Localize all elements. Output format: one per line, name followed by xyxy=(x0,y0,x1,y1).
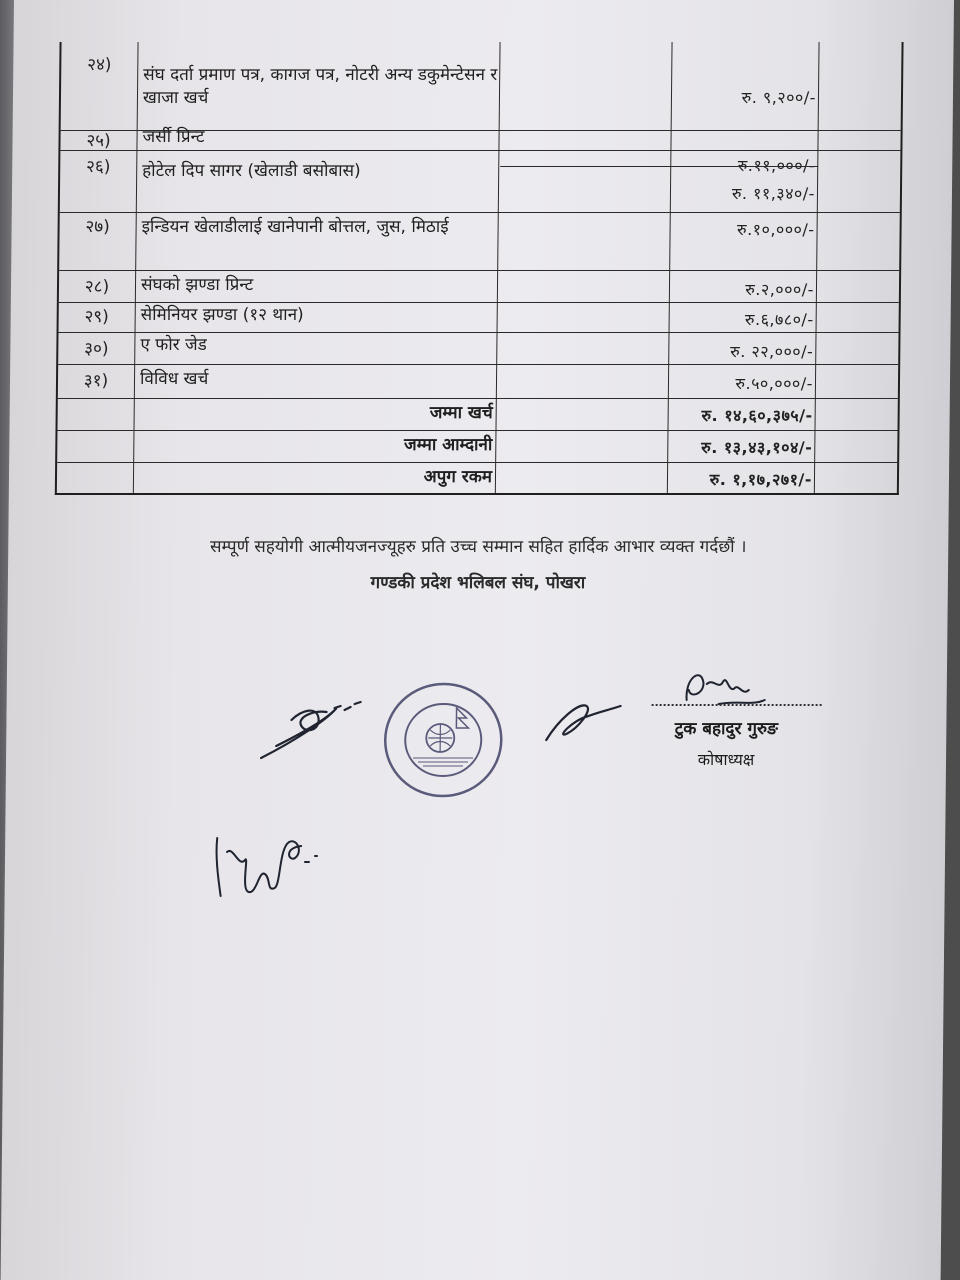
row-amount: रु.११,०००/- xyxy=(737,156,816,175)
row-description: होटेल दिप सागर (खेलाडी बसोबास) xyxy=(142,161,361,181)
row-number: २९) xyxy=(84,307,109,327)
deficit-label: अपुग रकम xyxy=(423,467,493,487)
signature-scribble xyxy=(204,818,335,908)
total-income-amount: रु. १३,४३,१०४/- xyxy=(701,438,813,457)
row-description: ए फोर जेड xyxy=(140,335,207,355)
row-description: संघ दर्ता प्रमाण पत्र, कागज पत्र, नोटरी अन्य डकुमेन्टेसन र खाजा खर्च xyxy=(142,65,498,108)
row-description: संघको झण्डा प्रिन्ट xyxy=(140,275,254,295)
table-row xyxy=(58,332,898,365)
signatory-title: कोषाध्यक्ष xyxy=(697,750,755,769)
table-row xyxy=(59,302,899,333)
row-number: ३०) xyxy=(84,339,109,359)
row-description: सेमिनियर झण्डा (१२ थान) xyxy=(140,305,304,325)
signature-scribble xyxy=(256,690,387,770)
total-income-row xyxy=(57,430,897,463)
row-description: विविध खर्च xyxy=(139,369,209,389)
table-row xyxy=(61,42,902,131)
row-amount: रु.५०,०००/- xyxy=(735,374,814,393)
deficit-row xyxy=(57,462,897,494)
row-number: २६) xyxy=(85,157,111,177)
table-row xyxy=(58,364,898,399)
table-row xyxy=(59,212,900,271)
signatory-name: टुक बहादुर गुरुङ xyxy=(674,719,779,739)
organization-name: गण्डकी प्रदेश भलिबल संघ, पोखरा xyxy=(370,573,586,593)
row-amount: रु.६,७८०/- xyxy=(744,310,814,329)
table-row xyxy=(60,180,900,213)
row-amount: रु. ११,३४०/- xyxy=(731,184,816,203)
row-number: २५) xyxy=(86,131,111,151)
row-amount: रु.२,०००/- xyxy=(745,280,815,299)
row-amount: रु. ९,२००/- xyxy=(741,88,817,107)
signature-line xyxy=(652,704,822,706)
table-row xyxy=(59,270,899,303)
total-income-label: जम्मा आम्दानी xyxy=(403,435,493,455)
row-number: २७) xyxy=(85,217,110,237)
organization-stamp xyxy=(378,680,509,800)
signature-scribble xyxy=(538,690,629,750)
total-expense-amount: रु. १४,६०,३७५/- xyxy=(701,406,813,425)
row-amount: रु. २२,०००/- xyxy=(730,342,814,361)
deficit-amount: रु. १,१७,२७१/- xyxy=(709,470,813,489)
amount-divider xyxy=(500,166,818,167)
thanks-note: सम्पूर्ण सहयोगी आत्मीयजनज्यूहरु प्रति उच्च सम्मान सहित हार्दिक आभार व्यक्त गर्दछौं । xyxy=(209,537,747,557)
table-row xyxy=(60,150,900,180)
total-expense-label: जम्मा खर्च xyxy=(429,403,493,423)
total-expense-row xyxy=(57,398,897,431)
signature-scribble xyxy=(678,660,769,720)
document-page xyxy=(1,0,954,1280)
row-number: २८) xyxy=(84,277,110,297)
row-description: इन्डियन खेलाडीलाई खानेपानी बोत्तल, जुस, मिठाई xyxy=(141,217,449,237)
table-row xyxy=(60,127,900,151)
expense-table xyxy=(55,42,904,495)
row-number: ३१) xyxy=(83,371,109,391)
row-amount: रु.१०,०००/- xyxy=(736,220,815,239)
row-description: जर्सी प्रिन्ट xyxy=(142,127,205,147)
row-number: २४) xyxy=(87,55,112,75)
